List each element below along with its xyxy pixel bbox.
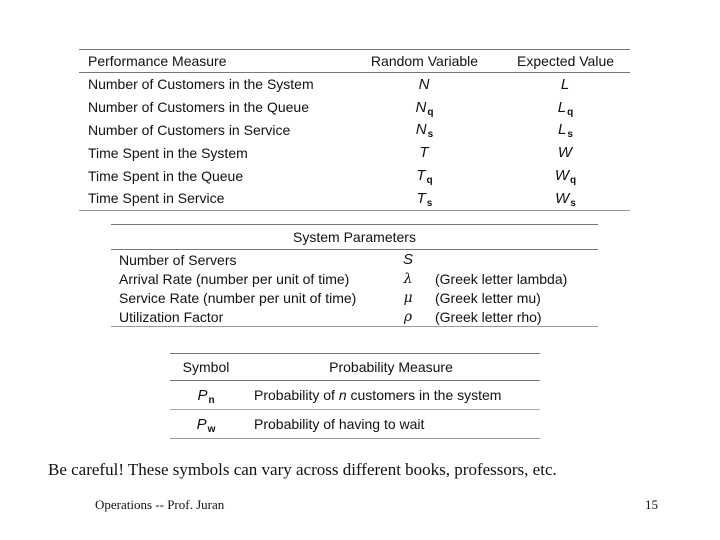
- probability-subscript: n: [208, 394, 215, 406]
- parameter-cell: Utilization Factor: [111, 307, 381, 327]
- expected-value: L: [557, 98, 567, 116]
- expected-value: W: [557, 144, 573, 162]
- random-variable-subscript: q: [427, 106, 434, 118]
- random-variable: T: [416, 189, 426, 207]
- expected-value: L: [560, 75, 570, 93]
- probability-italic: n: [338, 387, 347, 403]
- table-row: [79, 164, 630, 187]
- probability-text: Probability of having to wait: [254, 416, 425, 432]
- probability-measures-table: [170, 353, 540, 439]
- measure-cell: Number of Customers in Service: [88, 121, 291, 138]
- performance-measures-table: [79, 49, 630, 211]
- table-row: [170, 381, 540, 410]
- table-row: [79, 96, 630, 119]
- table-header-row: [170, 354, 540, 381]
- random-variable: N: [418, 75, 430, 93]
- expected-value: W: [554, 167, 570, 185]
- measure-cell: Number of Customers in the System: [88, 76, 314, 93]
- table-header-row: [79, 50, 630, 73]
- parameter-note: (Greek letter lambda): [435, 270, 568, 287]
- parameter-note: (Greek letter rho): [435, 307, 598, 327]
- table-row: [79, 73, 630, 96]
- parameter-symbol: ρ: [403, 309, 413, 325]
- table-row: [111, 269, 598, 288]
- measure-cell: Time Spent in the Queue: [88, 167, 244, 184]
- probability-symbol: P: [197, 386, 208, 404]
- expected-value-subscript: s: [570, 197, 576, 209]
- table-row: [79, 119, 630, 142]
- measure-cell: Time Spent in Service: [79, 187, 348, 210]
- parameter-cell: Number of Servers: [119, 251, 237, 268]
- parameter-note: [435, 250, 598, 270]
- column-header: Random Variable: [348, 50, 501, 73]
- column-header: System Parameters: [111, 225, 598, 250]
- random-variable: N: [415, 121, 427, 139]
- table-row: [79, 187, 630, 210]
- expected-value: W: [555, 189, 570, 207]
- column-header: Symbol: [170, 354, 242, 381]
- random-variable-subscript: s: [426, 197, 433, 209]
- column-header: Expected Value: [501, 50, 630, 73]
- table-row: [111, 307, 598, 327]
- parameter-symbol: S: [402, 251, 413, 268]
- expected-value: L: [558, 121, 567, 139]
- expected-value-subscript: q: [570, 175, 577, 187]
- column-header: Probability Measure: [242, 354, 540, 381]
- column-header: Performance Measure: [79, 50, 348, 73]
- parameter-symbol: μ: [403, 290, 413, 306]
- page-number: 15: [645, 497, 658, 512]
- parameter-cell: Arrival Rate (number per unit of time): [119, 270, 350, 287]
- random-variable-subscript: s: [427, 129, 434, 141]
- measure-cell: Number of Customers in the Queue: [88, 99, 309, 116]
- slide-footer: Operations -- Prof. Juran: [95, 497, 225, 512]
- probability-text: Probability of: [254, 387, 339, 403]
- parameter-symbol: λ: [403, 271, 413, 287]
- probability-symbol: P: [196, 415, 207, 433]
- random-variable: N: [415, 98, 427, 116]
- table-header-row: [111, 225, 598, 250]
- random-variable-subscript: q: [426, 175, 433, 187]
- parameter-note: (Greek letter mu): [435, 289, 541, 306]
- system-parameters-table: [111, 224, 598, 327]
- table-row: [79, 141, 630, 164]
- table-row: [111, 250, 598, 270]
- caution-note: Be careful! These symbols can vary across different books, professors, etc.: [48, 460, 557, 479]
- table-row: [111, 288, 598, 307]
- random-variable: T: [416, 167, 426, 185]
- expected-value-subscript: q: [567, 106, 574, 118]
- measure-cell: Time Spent in the System: [88, 144, 248, 161]
- random-variable: T: [419, 144, 429, 162]
- probability-text-end: customers in the system: [346, 387, 502, 403]
- expected-value-subscript: s: [567, 129, 573, 141]
- table-row: [170, 410, 540, 439]
- parameter-cell: Service Rate (number per unit of time): [119, 289, 357, 306]
- probability-subscript: w: [207, 423, 216, 435]
